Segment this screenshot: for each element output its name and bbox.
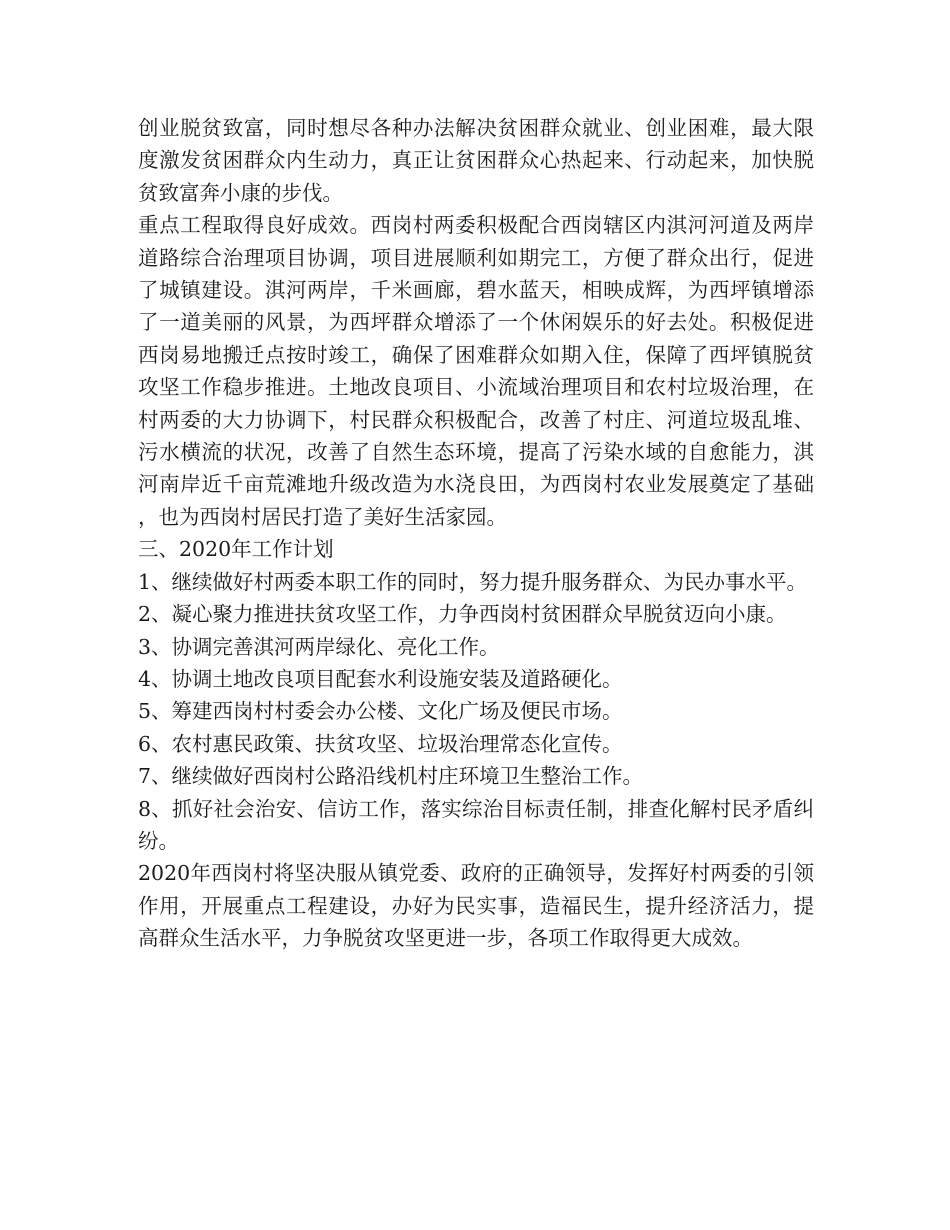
paragraph-closing-statement: 2020年西岗村将坚决服从镇党委、政府的正确领导，发挥好村两委的引领作用，开展重点工程建设，办好为民实事，造福民生，提升经济活力，提高群众生活水平，力争脱贫攻坚更进一步，各项工作取得更大成效。 bbox=[138, 861, 814, 951]
section-heading-work-plan: 三、2020年工作计划 bbox=[138, 537, 334, 562]
plan-item-5: 5、筹建西岗村村委会办公楼、文化广场及便民市场。 bbox=[138, 699, 623, 724]
plan-item-1: 1、继续做好村两委本职工作的同时，努力提升服务群众、为民办事水平。 bbox=[138, 569, 808, 594]
document-body bbox=[138, 112, 814, 955]
plan-item-7: 7、继续做好西岗村公路沿线机村庄环境卫生整治工作。 bbox=[138, 764, 644, 789]
paragraph-poverty-relief-conclusion: 创业脱贫致富，同时想尽各种办法解决贫困群众就业、创业困难，最大限度激发贫困群众内生动力，真正让贫困群众心热起来、行动起来，加快脱贫致富奔小康的步伐。 bbox=[138, 116, 814, 205]
plan-item-8: 8、抓好社会治安、信访工作，落实综治目标责任制，排查化解村民矛盾纠纷。 bbox=[138, 796, 814, 853]
plan-item-2: 2、凝心聚力推进扶贫攻坚工作，力争西岗村贫困群众早脱贫迈向小康。 bbox=[138, 602, 787, 627]
plan-item-4: 4、协调土地改良项目配套水利设施安装及道路硬化。 bbox=[138, 666, 623, 691]
plan-item-6: 6、农村惠民政策、扶贫攻坚、垃圾治理常态化宣传。 bbox=[138, 731, 623, 756]
plan-item-3: 3、协调完善淇河两岸绿化、亮化工作。 bbox=[138, 634, 500, 659]
paragraph-key-projects: 重点工程取得良好成效。西岗村两委积极配合西岗辖区内淇河河道及两岸道路综合治理项目协调，项目进展顺利如期完工，方便了群众出行，促进了城镇建设。淇河两岸，千米画廊，碧水蓝天，相映成辉，为西坪镇增添了一道美丽的风景，为西坪群众增添了一个休闲娱乐的好去处。积极促进西岗易地搬迁点按时竣工，确保了困难群众如期入住，保障了西坪镇脱贫攻坚工作稳步推进。土地改良项目、小流域治理项目和农村垃圾治理，在村两委的大力协调下，村民群众积极配合，改善了村庄、河道垃圾乱堆、污水横流的状况，改善了自然生态环境，提高了污染水域的自愈能力，淇河南岸近千亩荒滩地升级改造为水浇良田，为西岗村农业发展奠定了基础，也为西岗村居民打造了美好生活家园。 bbox=[138, 213, 814, 529]
